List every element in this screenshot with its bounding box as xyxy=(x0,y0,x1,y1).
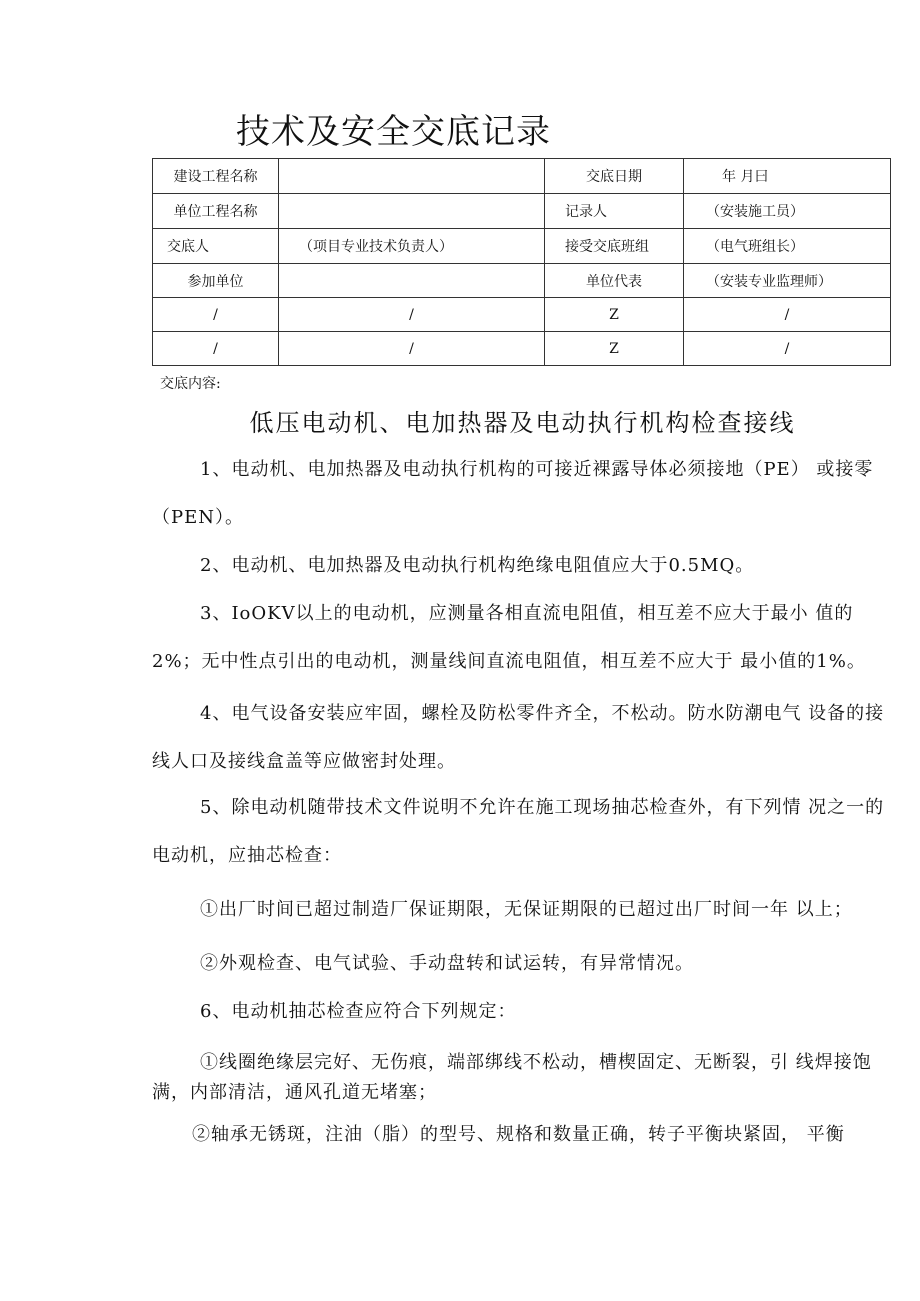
table-cell: / xyxy=(279,332,545,366)
document-title: 技术及安全交底记录 xyxy=(236,112,551,152)
paragraph-text: ②外观检查、电气试验、手动盘转和试运转，有异常情况。 xyxy=(200,953,694,974)
paragraph-5 xyxy=(152,784,892,880)
table-row xyxy=(153,159,891,194)
paragraph-text: ①线圈绝缘层完好、无伤痕，端部绑线不松动，槽楔固定、无断裂，引 线焊接饱满，内部清洁，通风孔道无堵塞； xyxy=(152,1052,872,1103)
table-cell: 接受交底班组 xyxy=(545,229,684,264)
table-row xyxy=(153,194,891,229)
table-cell: / xyxy=(153,332,279,366)
table-cell: （安装施工员） xyxy=(684,194,891,229)
table-cell: / xyxy=(279,298,545,332)
paragraph-6 xyxy=(152,886,892,934)
table-cell: / xyxy=(684,298,891,332)
table-cell: / xyxy=(153,298,279,332)
table-cell xyxy=(279,159,545,194)
paragraph-10 xyxy=(152,1120,892,1150)
table-cell: Z xyxy=(545,298,684,332)
table-cell: 记录人 xyxy=(545,194,684,229)
table-cell: 交底人 xyxy=(153,229,279,264)
table-cell: 年 月曰 xyxy=(684,159,891,194)
table-cell: （电气班组长） xyxy=(684,229,891,264)
table-cell xyxy=(279,264,545,298)
table-cell: 参加单位 xyxy=(153,264,279,298)
paragraph-9 xyxy=(152,1048,892,1108)
paragraph-3 xyxy=(152,590,892,686)
table-cell xyxy=(279,194,545,229)
paragraph-1 xyxy=(152,446,892,542)
table-cell: Z xyxy=(545,332,684,366)
paragraph-7 xyxy=(152,940,892,988)
paragraph-text: ①出厂时间已超过制造厂保证期限，无保证期限的已超过出厂时间一年 以上； xyxy=(200,899,853,920)
paragraph-text: 5、除电动机随带技术文件说明不允许在施工现场抽芯检查外，有下列情 况之一的电动机，应抽芯检查： xyxy=(152,797,885,866)
table-row xyxy=(153,229,891,264)
paragraph-8 xyxy=(152,988,892,1036)
table-cell: / xyxy=(684,332,891,366)
paragraph-text: 6、电动机抽芯检查应符合下列规定： xyxy=(200,1001,517,1022)
content-label: 交底内容: xyxy=(160,376,221,392)
paragraph-4 xyxy=(152,690,892,786)
table-cell: 单位代表 xyxy=(545,264,684,298)
paragraph-text: 4、电气设备安装应牢固，螺栓及防松零件齐全，不松动。防水防潮电气 设备的接线人口及接线盒盖等应做密封处理。 xyxy=(152,703,885,772)
paragraph-2 xyxy=(152,542,892,590)
table-row xyxy=(153,298,891,332)
table-cell: 单位工程名称 xyxy=(153,194,279,229)
table-cell: （安装专业监理师） xyxy=(684,264,891,298)
table-row xyxy=(153,264,891,298)
paragraph-text: ②轴承无锈斑，注油（脂）的型号、规格和数量正确，转子平衡块紧固， 平衡 xyxy=(192,1124,845,1145)
table-cell: 交底日期 xyxy=(545,159,684,194)
paragraph-text: 1、电动机、电加热器及电动执行机构的可接近裸露导体必须接地（PE） 或接零（PEN）。 xyxy=(152,459,874,528)
paragraph-text: 3、IoOKV以上的电动机，应测量各相直流电阻值，相互差不应大于最小 值的2%；无中性点引出的电动机，测量线间直流电阻值，相互差不应大于 最小值的1%。 xyxy=(152,603,866,672)
table-cell: （项目专业技术负责人） xyxy=(279,229,545,264)
info-table xyxy=(152,158,891,366)
table-row xyxy=(153,332,891,366)
section-heading: 低压电动机、电加热器及电动执行机构检查接线 xyxy=(249,409,796,437)
table-cell: 建设工程名称 xyxy=(153,159,279,194)
paragraph-text: 2、电动机、电加热器及电动执行机构绝缘电阻值应大于0.5MQ。 xyxy=(200,555,755,576)
